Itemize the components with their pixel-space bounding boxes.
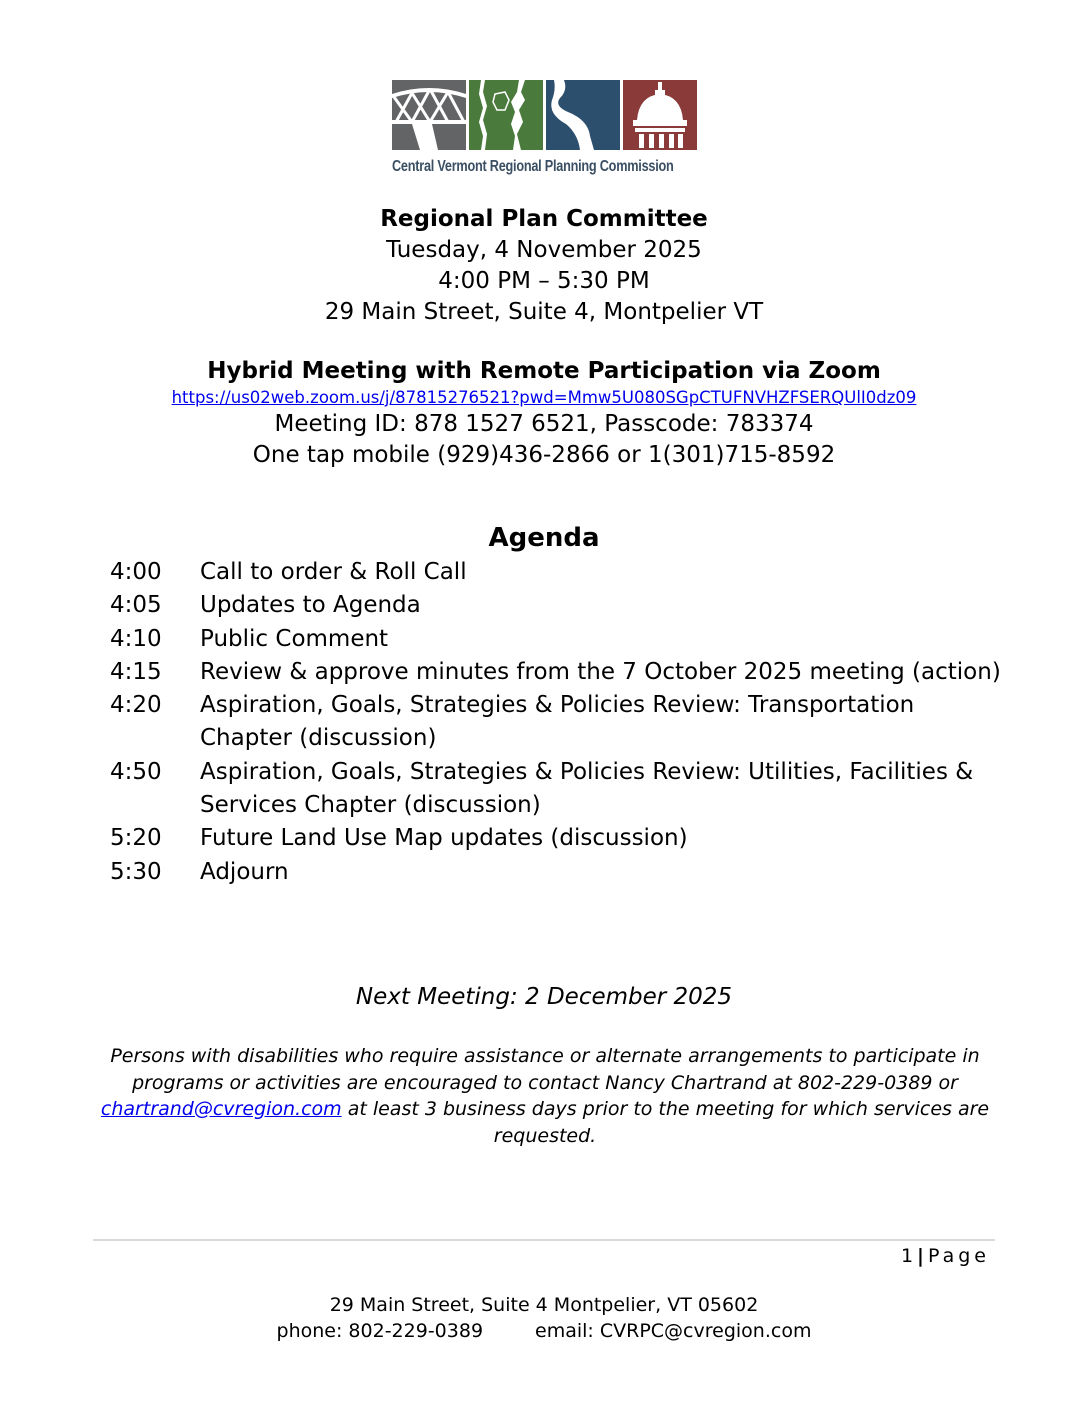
agenda-item-time: 4:20 (110, 692, 162, 719)
footer-email: email: CVRPC@cvregion.com (535, 1320, 812, 1342)
notice-text-before: Persons with disabilities who require assistance or alternate arrangements to participate in programs or activities are encouraged to contact Nancy Chartrand at 802-229-0389 or (110, 1045, 980, 1094)
meeting-id-passcode: Meeting ID: 878 1527 6521, Passcode: 783374 (274, 411, 814, 437)
agenda-item-text: Adjourn (200, 858, 289, 885)
footer-address: 29 Main Street, Suite 4 Montpelier, VT 05602 (329, 1294, 759, 1316)
logo-tiles (392, 80, 698, 150)
agenda-item-text: Aspiration, Goals, Strategies & Policies Review: Transportation Chapter (discussion) (200, 692, 915, 752)
agenda-item-text: Updates to Agenda (200, 592, 421, 619)
agenda-list (110, 556, 1010, 889)
accessibility-notice (95, 1043, 995, 1149)
agenda-item (110, 589, 1010, 622)
agenda-item-text: Review & approve minutes from the 7 October 2025 meeting (action) (200, 658, 1001, 685)
committee-title: Regional Plan Committee (380, 206, 708, 232)
capitol-dome-icon (623, 80, 697, 150)
footer-phone: phone: 802-229-0389 (276, 1320, 484, 1342)
bridge-icon (392, 80, 466, 150)
agenda-item (110, 756, 1010, 823)
page-separator: | (917, 1245, 924, 1267)
agenda-item-text: Call to order & Roll Call (200, 559, 467, 585)
footer-contact (0, 1320, 1088, 1342)
meeting-time: 4:00 PM – 5:30 PM (438, 268, 650, 294)
agenda-item-time: 5:30 (110, 858, 162, 885)
hybrid-meeting-title: Hybrid Meeting with Remote Participation via Zoom (207, 358, 881, 384)
river-icon (546, 80, 620, 150)
agenda-item-text: Future Land Use Map updates (discussion) (200, 825, 688, 852)
logo-org-name: Central Vermont Regional Planning Commission (392, 158, 674, 175)
agenda-item (110, 856, 1010, 889)
vermont-map-icon (469, 80, 543, 150)
meeting-date: Tuesday, 4 November 2025 (386, 237, 702, 263)
agenda-item-time: 4:15 (110, 658, 162, 685)
agenda-heading: Agenda (488, 523, 600, 553)
footer-divider (93, 1239, 995, 1241)
agenda-item-time: 4:10 (110, 625, 162, 652)
agenda-item-time: 5:20 (110, 825, 162, 852)
agenda-item (110, 623, 1010, 656)
agenda-item-text: Aspiration, Goals, Strategies & Policies Review: Utilities, Facilities & Services Chapter (discussion) (200, 758, 974, 819)
phone-dial-in: One tap mobile (929)436-2866 or 1(301)715-8592 (252, 442, 836, 468)
zoom-link[interactable]: https://us02web.zoom.us/j/87815276521?pwd=Mmw5U080SGpCTUFNVHZFSERQUlI0dz09 (171, 388, 917, 407)
agenda-item (110, 656, 1010, 689)
page-label: Page (928, 1245, 990, 1267)
agenda-item-text: Public Comment (200, 625, 389, 652)
meeting-location: 29 Main Street, Suite 4, Montpelier VT (324, 299, 764, 325)
page-number-value: 1 (900, 1245, 914, 1267)
agenda-item-time: 4:50 (110, 758, 162, 785)
agenda-item (110, 556, 1010, 589)
cvrpc-logo (392, 80, 698, 180)
notice-text-after: at least 3 business days prior to the meeting for which services are requested. (341, 1098, 990, 1147)
next-meeting: Next Meeting: 2 December 2025 (355, 984, 733, 1010)
agenda-item (110, 689, 1010, 756)
agenda-item (110, 822, 1010, 855)
agenda-item-time: 4:05 (110, 592, 162, 619)
page-number (901, 1245, 990, 1267)
agenda-item-time: 4:00 (110, 559, 162, 585)
contact-email-link[interactable]: chartrand@cvregion.com (100, 1098, 342, 1120)
